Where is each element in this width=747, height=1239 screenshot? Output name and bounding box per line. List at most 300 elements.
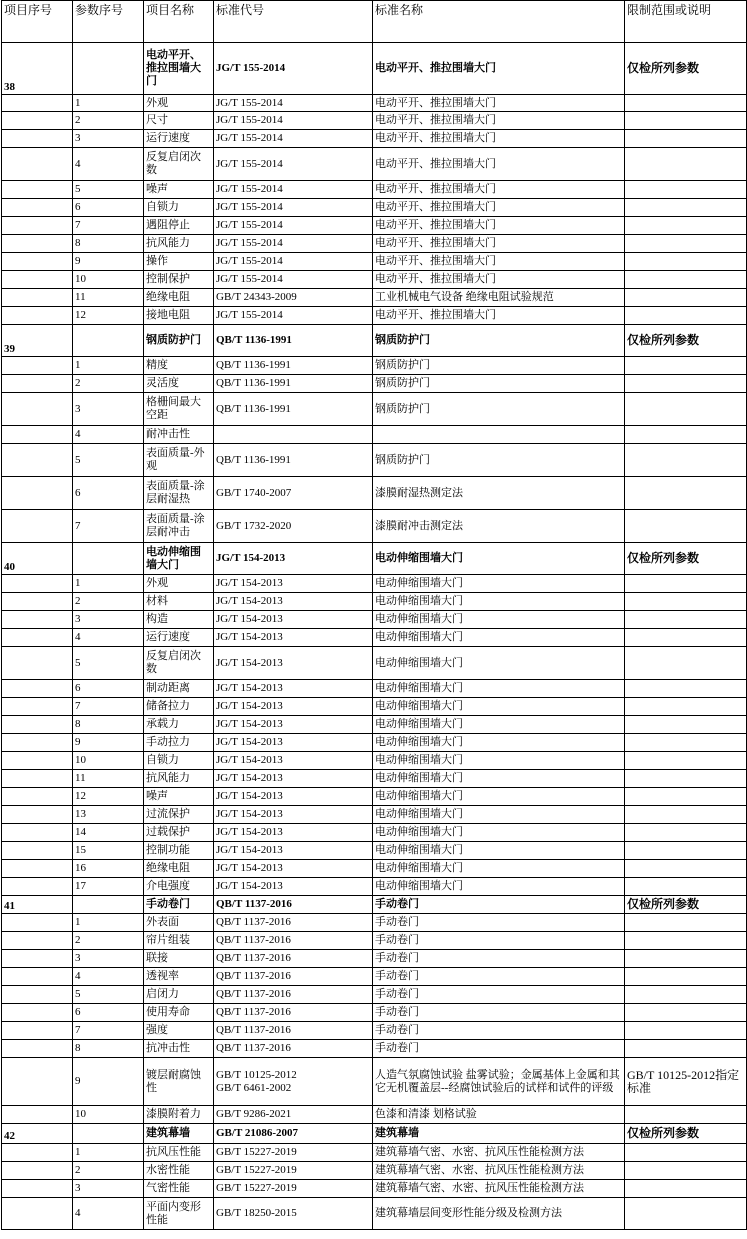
limit-cell [625,426,747,444]
table-row [2,130,747,148]
project-no-cell [2,289,73,307]
project-row [2,543,747,575]
project-no-cell [2,477,73,510]
project-no-cell [2,95,73,112]
param-no-cell: 1 [73,914,144,932]
project-no-cell [2,148,73,181]
limit-cell [625,698,747,716]
limit-cell [625,680,747,698]
std-name-cell: 电动平开、推拉围墙大门 [373,95,625,112]
param-no-cell: 1 [73,575,144,593]
param-no-cell: 4 [73,629,144,647]
std-code-cell: JG/T 155-2014 [214,148,373,181]
param-no-cell [73,43,144,95]
item-name-cell: 平面内变形性能 [144,1198,214,1230]
std-name-cell: 电动平开、推拉围墙大门 [373,112,625,130]
std-name-cell: 手动卷门 [373,986,625,1004]
table-row [2,1004,747,1022]
std-code-cell: QB/T 1137-2016 [214,950,373,968]
std-code-cell: QB/T 1136-1991 [214,325,373,357]
item-name-cell: 灵活度 [144,375,214,393]
std-name-cell: 电动伸缩围墙大门 [373,716,625,734]
std-code-cell: QB/T 1136-1991 [214,375,373,393]
param-no-cell: 5 [73,444,144,477]
std-name-cell: 电动伸缩围墙大门 [373,611,625,629]
table-row [2,698,747,716]
item-name-cell: 抗风能力 [144,770,214,788]
project-no-cell: 38 [2,43,73,95]
std-name-cell: 建筑幕墙气密、水密、抗风压性能检测方法 [373,1144,625,1162]
limit-cell [625,1004,747,1022]
item-name-cell: 噪声 [144,788,214,806]
param-no-cell: 2 [73,1162,144,1180]
table-row [2,95,747,112]
std-code-cell: JG/T 154-2013 [214,629,373,647]
std-code-cell: JG/T 155-2014 [214,253,373,271]
table-row [2,477,747,510]
project-no-cell: 41 [2,896,73,914]
project-no-cell [2,271,73,289]
param-no-cell: 12 [73,788,144,806]
project-no-cell [2,986,73,1004]
header-param-no: 参数序号 [73,1,144,43]
std-code-cell: JG/T 155-2014 [214,235,373,253]
project-no-cell [2,393,73,426]
std-name-cell: 手动卷门 [373,932,625,950]
project-no-cell [2,217,73,235]
project-no-cell [2,1162,73,1180]
table-row [2,1040,747,1058]
project-no-cell [2,680,73,698]
project-no-cell [2,235,73,253]
limit-cell [625,289,747,307]
std-name-cell: 电动平开、推拉围墙大门 [373,235,625,253]
std-code-cell: QB/T 1137-2016 [214,1004,373,1022]
std-name-cell: 建筑幕墙气密、水密、抗风压性能检测方法 [373,1162,625,1180]
std-name-cell: 手动卷门 [373,950,625,968]
table-row [2,1180,747,1198]
header-std-code: 标准代号 [214,1,373,43]
limit-cell: GB/T 10125-2012指定标准 [625,1058,747,1106]
limit-cell [625,1040,747,1058]
project-no-cell [2,375,73,393]
table-row [2,1198,747,1230]
std-name-cell: 电动伸缩围墙大门 [373,734,625,752]
limit-cell [625,593,747,611]
std-name-cell [373,426,625,444]
project-no-cell: 39 [2,325,73,357]
table-body [2,43,747,1230]
header-limit: 限制范围或说明 [625,1,747,43]
project-no-cell [2,950,73,968]
param-no-cell: 11 [73,289,144,307]
project-no-cell [2,1198,73,1230]
limit-cell [625,734,747,752]
std-code-cell: JG/T 154-2013 [214,842,373,860]
item-name-cell: 联接 [144,950,214,968]
project-no-cell [2,130,73,148]
std-code-cell: GB/T 1740-2007 [214,477,373,510]
param-no-cell: 9 [73,253,144,271]
limit-cell [625,806,747,824]
item-name-cell: 手动卷门 [144,896,214,914]
table-row [2,629,747,647]
std-code-cell: JG/T 155-2014 [214,199,373,217]
param-no-cell: 11 [73,770,144,788]
table-row [2,734,747,752]
table-row [2,842,747,860]
std-code-cell: QB/T 1137-2016 [214,968,373,986]
item-name-cell: 控制功能 [144,842,214,860]
std-code-cell: JG/T 154-2013 [214,824,373,842]
item-name-cell: 表面质量-涂层耐湿热 [144,477,214,510]
limit-cell [625,788,747,806]
item-name-cell: 操作 [144,253,214,271]
param-no-cell: 2 [73,112,144,130]
limit-cell: 仅检所列参数 [625,543,747,575]
std-name-cell: 电动伸缩围墙大门 [373,647,625,680]
item-name-cell: 气密性能 [144,1180,214,1198]
limit-cell: 仅检所列参数 [625,325,747,357]
standards-table [1,0,747,1230]
param-no-cell: 9 [73,1058,144,1106]
param-no-cell: 7 [73,510,144,543]
limit-cell [625,307,747,325]
item-name-cell: 控制保护 [144,271,214,289]
project-no-cell [2,932,73,950]
table-row [2,986,747,1004]
header-item-name: 项目名称 [144,1,214,43]
limit-cell [625,611,747,629]
item-name-cell: 抗风能力 [144,235,214,253]
param-no-cell: 10 [73,271,144,289]
limit-cell [625,477,747,510]
std-code-cell: JG/T 154-2013 [214,611,373,629]
std-name-cell: 电动伸缩围墙大门 [373,698,625,716]
item-name-cell: 运行速度 [144,629,214,647]
param-no-cell: 3 [73,1180,144,1198]
std-name-cell: 电动平开、推拉围墙大门 [373,181,625,199]
limit-cell [625,575,747,593]
std-code-cell: QB/T 1137-2016 [214,914,373,932]
item-name-cell: 运行速度 [144,130,214,148]
table-row [2,950,747,968]
table-row [2,860,747,878]
param-no-cell: 1 [73,1144,144,1162]
limit-cell [625,1144,747,1162]
table-row [2,914,747,932]
std-code-cell: JG/T 154-2013 [214,716,373,734]
limit-cell [625,148,747,181]
std-name-cell: 电动平开、推拉围墙大门 [373,148,625,181]
project-no-cell [2,593,73,611]
limit-cell [625,986,747,1004]
std-name-cell: 手动卷门 [373,1022,625,1040]
param-no-cell: 6 [73,477,144,510]
project-no-cell [2,734,73,752]
item-name-cell: 抗冲击性 [144,1040,214,1058]
project-no-cell [2,1022,73,1040]
std-code-cell: QB/T 1137-2016 [214,896,373,914]
param-no-cell [73,325,144,357]
limit-cell: 仅检所列参数 [625,1124,747,1144]
param-no-cell: 3 [73,611,144,629]
param-no-cell: 8 [73,1040,144,1058]
param-no-cell: 12 [73,307,144,325]
project-no-cell [2,1058,73,1106]
project-row [2,1124,747,1144]
std-name-cell: 电动伸缩围墙大门 [373,593,625,611]
std-code-cell: JG/T 154-2013 [214,878,373,896]
std-name-cell: 建筑幕墙气密、水密、抗风压性能检测方法 [373,1180,625,1198]
project-no-cell: 40 [2,543,73,575]
std-code-cell: JG/T 155-2014 [214,112,373,130]
param-no-cell: 4 [73,426,144,444]
project-no-cell [2,968,73,986]
limit-cell [625,752,747,770]
std-code-cell: JG/T 154-2013 [214,734,373,752]
std-code-cell: JG/T 155-2014 [214,95,373,112]
table-row [2,716,747,734]
std-code-cell: JG/T 154-2013 [214,788,373,806]
limit-cell [625,357,747,375]
item-name-cell: 表面质量-外观 [144,444,214,477]
project-no-cell [2,1040,73,1058]
item-name-cell: 过流保护 [144,806,214,824]
std-name-cell: 建筑幕墙 [373,1124,625,1144]
std-code-cell: GB/T 18250-2015 [214,1198,373,1230]
table-row [2,788,747,806]
item-name-cell: 精度 [144,357,214,375]
table-row [2,235,747,253]
std-name-cell: 手动卷门 [373,1004,625,1022]
std-name-cell: 电动伸缩围墙大门 [373,806,625,824]
limit-cell [625,878,747,896]
limit-cell [625,444,747,477]
std-code-cell: GB/T 15227-2019 [214,1144,373,1162]
std-name-cell: 电动平开、推拉围墙大门 [373,199,625,217]
param-no-cell: 15 [73,842,144,860]
project-no-cell [2,357,73,375]
table-row [2,1022,747,1040]
table-row [2,575,747,593]
param-no-cell: 13 [73,806,144,824]
param-no-cell: 7 [73,217,144,235]
project-no-cell [2,1144,73,1162]
param-no-cell: 5 [73,986,144,1004]
project-no-cell [2,878,73,896]
limit-cell [625,824,747,842]
item-name-cell: 电动平开、推拉围墙大门 [144,43,214,95]
project-no-cell [2,444,73,477]
param-no-cell: 3 [73,950,144,968]
limit-cell [625,1106,747,1124]
std-name-cell: 电动伸缩围墙大门 [373,860,625,878]
project-no-cell [2,716,73,734]
limit-cell [625,271,747,289]
param-no-cell: 2 [73,593,144,611]
item-name-cell: 外观 [144,575,214,593]
std-code-cell: JG/T 155-2014 [214,181,373,199]
project-no-cell [2,307,73,325]
param-no-cell: 1 [73,357,144,375]
limit-cell [625,647,747,680]
std-name-cell: 钢质防护门 [373,393,625,426]
std-code-cell: JG/T 154-2013 [214,575,373,593]
limit-cell [625,842,747,860]
project-no-cell [2,842,73,860]
std-code-cell: JG/T 154-2013 [214,752,373,770]
std-code-cell: GB/T 21086-2007 [214,1124,373,1144]
item-name-cell: 储备拉力 [144,698,214,716]
item-name-cell: 构造 [144,611,214,629]
std-name-cell: 钢质防护门 [373,444,625,477]
limit-cell: 仅检所列参数 [625,896,747,914]
item-name-cell: 镀层耐腐蚀性 [144,1058,214,1106]
param-no-cell: 2 [73,375,144,393]
project-no-cell [2,181,73,199]
item-name-cell: 外表面 [144,914,214,932]
limit-cell [625,130,747,148]
project-no-cell: 42 [2,1124,73,1144]
std-name-cell: 钢质防护门 [373,375,625,393]
std-code-cell: QB/T 1136-1991 [214,357,373,375]
item-name-cell: 建筑幕墙 [144,1124,214,1144]
project-no-cell [2,698,73,716]
item-name-cell: 反复启闭次数 [144,148,214,181]
param-no-cell: 8 [73,235,144,253]
item-name-cell: 钢质防护门 [144,325,214,357]
param-no-cell: 7 [73,1022,144,1040]
table-row [2,680,747,698]
param-no-cell: 10 [73,752,144,770]
table-row [2,932,747,950]
std-name-cell: 钢质防护门 [373,357,625,375]
item-name-cell: 使用寿命 [144,1004,214,1022]
project-no-cell [2,199,73,217]
item-name-cell: 遇阻停止 [144,217,214,235]
std-name-cell: 漆膜耐湿热测定法 [373,477,625,510]
item-name-cell: 尺寸 [144,112,214,130]
limit-cell [625,932,747,950]
project-no-cell [2,1004,73,1022]
table-row [2,444,747,477]
limit-cell [625,770,747,788]
table-row [2,357,747,375]
std-code-cell: JG/T 154-2013 [214,543,373,575]
std-name-cell: 建筑幕墙层间变形性能分级及检测方法 [373,1198,625,1230]
table-row [2,217,747,235]
std-code-cell: QB/T 1137-2016 [214,1022,373,1040]
param-no-cell [73,1124,144,1144]
param-no-cell: 16 [73,860,144,878]
project-no-cell [2,575,73,593]
project-row [2,896,747,914]
table-row [2,647,747,680]
std-name-cell: 手动卷门 [373,896,625,914]
limit-cell [625,375,747,393]
item-name-cell: 强度 [144,1022,214,1040]
project-no-cell [2,510,73,543]
param-no-cell: 10 [73,1106,144,1124]
item-name-cell: 耐冲击性 [144,426,214,444]
item-name-cell: 材料 [144,593,214,611]
table-row [2,307,747,325]
limit-cell [625,1180,747,1198]
limit-cell [625,968,747,986]
table-row [2,752,747,770]
item-name-cell: 噪声 [144,181,214,199]
table-row [2,968,747,986]
project-no-cell [2,1106,73,1124]
std-code-cell [214,426,373,444]
limit-cell [625,1198,747,1230]
param-no-cell: 6 [73,199,144,217]
std-name-cell: 电动平开、推拉围墙大门 [373,217,625,235]
std-name-cell: 电动伸缩围墙大门 [373,824,625,842]
project-no-cell [2,426,73,444]
item-name-cell: 过载保护 [144,824,214,842]
limit-cell [625,253,747,271]
project-no-cell [2,770,73,788]
project-no-cell [2,806,73,824]
limit-cell [625,393,747,426]
std-name-cell: 电动伸缩围墙大门 [373,752,625,770]
item-name-cell: 外观 [144,95,214,112]
item-name-cell: 表面质量-涂层耐冲击 [144,510,214,543]
item-name-cell: 介电强度 [144,878,214,896]
header-project-no: 项目序号 [2,1,73,43]
limit-cell [625,1022,747,1040]
project-row [2,43,747,95]
table-row [2,878,747,896]
param-no-cell: 3 [73,393,144,426]
std-name-cell: 电动平开、推拉围墙大门 [373,130,625,148]
std-name-cell: 电动伸缩围墙大门 [373,842,625,860]
item-name-cell: 帘片组装 [144,932,214,950]
param-no-cell: 8 [73,716,144,734]
param-no-cell: 6 [73,680,144,698]
param-no-cell: 4 [73,968,144,986]
project-no-cell [2,611,73,629]
std-code-cell: GB/T 24343-2009 [214,289,373,307]
std-code-cell: JG/T 155-2014 [214,217,373,235]
item-name-cell: 接地电阻 [144,307,214,325]
std-name-cell: 电动伸缩围墙大门 [373,575,625,593]
param-no-cell [73,896,144,914]
limit-cell [625,860,747,878]
table-row [2,112,747,130]
std-code-cell: JG/T 154-2013 [214,770,373,788]
project-no-cell [2,647,73,680]
project-no-cell [2,752,73,770]
table-row [2,426,747,444]
std-code-cell: QB/T 1137-2016 [214,986,373,1004]
param-no-cell: 17 [73,878,144,896]
std-code-cell: JG/T 154-2013 [214,698,373,716]
limit-cell [625,235,747,253]
std-code-cell: JG/T 154-2013 [214,806,373,824]
table-row [2,375,747,393]
project-no-cell [2,914,73,932]
std-code-cell: JG/T 155-2014 [214,43,373,95]
param-no-cell: 4 [73,148,144,181]
header-std-name: 标准名称 [373,1,625,43]
table-row [2,289,747,307]
std-code-cell: JG/T 155-2014 [214,130,373,148]
table-row [2,770,747,788]
param-no-cell: 6 [73,1004,144,1022]
